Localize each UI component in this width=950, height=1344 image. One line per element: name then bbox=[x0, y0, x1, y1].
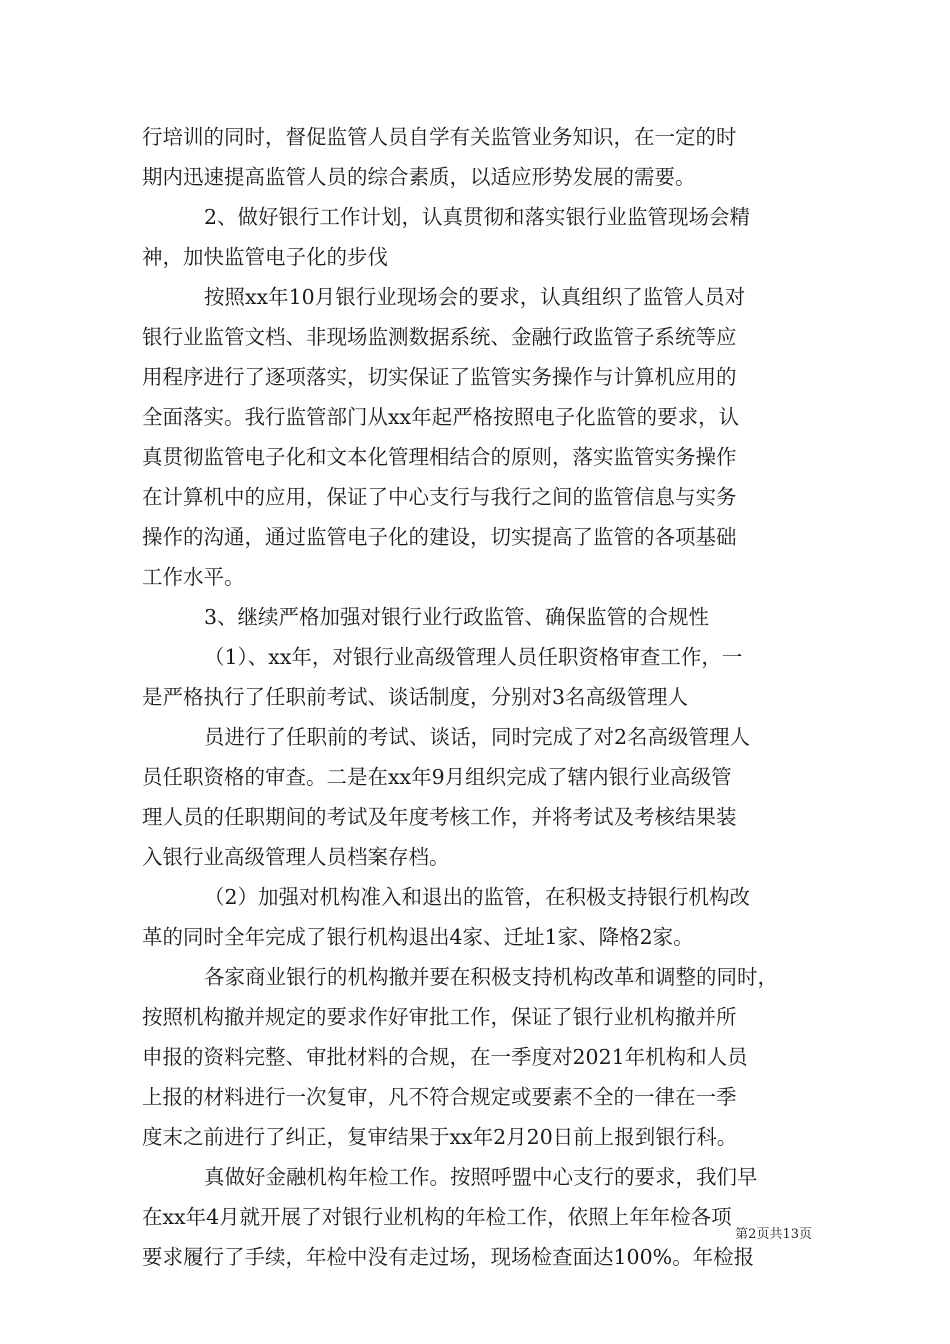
text-line: 神，加快监管电子化的步伐 bbox=[142, 245, 388, 269]
text-line: 上报的材料进行一次复审，凡不符合规定或要素不全的一律在一季 bbox=[142, 1085, 737, 1109]
text-line: 银行业监管文档、非现场监测数据系统、金融行政监管子系统等应 bbox=[142, 325, 737, 349]
text-line: 2、做好银行工作计划，认真贯彻和落实银行业监管现场会精 bbox=[204, 205, 751, 229]
text-line: 行培训的同时，督促监管人员自学有关监管业务知识，在一定的时 bbox=[142, 125, 737, 149]
text-line: 申报的资料完整、审批材料的合规，在一季度对2021年机构和人员 bbox=[142, 1045, 748, 1069]
page-number: 第2页共13页 bbox=[735, 1227, 812, 1242]
text-line: 在计算机中的应用，保证了中心支行与我行之间的监管信息与实务 bbox=[142, 485, 737, 509]
text-line: （2）加强对机构准入和退出的监管，在积极支持银行机构改 bbox=[204, 885, 751, 909]
text-line: 员任职资格的审查。二是在xx年9月组织完成了辖内银行业高级管 bbox=[142, 765, 732, 789]
text-line: 各家商业银行的机构撤并要在积极支持机构改革和调整的同时， bbox=[204, 965, 778, 989]
text-line: 按照机构撤并规定的要求作好审批工作，保证了银行业机构撤并所 bbox=[142, 1005, 737, 1029]
text-line: 度末之前进行了纠正，复审结果于xx年2月20日前上报到银行科。 bbox=[142, 1125, 738, 1149]
text-line: 革的同时全年完成了银行机构退出4家、迁址1家、降格2家。 bbox=[142, 925, 694, 949]
text-line: 是严格执行了任职前考试、谈话制度，分别对3名高级管理人 bbox=[142, 685, 689, 709]
text-line: 要求履行了手续，年检中没有走过场，现场检查面达100%。年检报 bbox=[142, 1245, 755, 1269]
text-line: 期内迅速提高监管人员的综合素质，以适应形势发展的需要。 bbox=[142, 165, 696, 189]
text-line: 工作水平。 bbox=[142, 565, 245, 589]
document-body bbox=[142, 117, 812, 1277]
text-line: 员进行了任职前的考试、谈话，同时完成了对2名高级管理人 bbox=[204, 725, 751, 749]
text-line: 在xx年4月就开展了对银行业机构的年检工作，依照上年年检各项 bbox=[142, 1205, 732, 1229]
text-line: 用程序进行了逐项落实，切实保证了监管实务操作与计算机应用的 bbox=[142, 365, 737, 389]
text-line: 真做好金融机构年检工作。按照呼盟中心支行的要求，我们早 bbox=[204, 1165, 758, 1189]
text-line: 按照xx年10月银行业现场会的要求，认真组织了监管人员对 bbox=[204, 285, 746, 309]
text-line: 全面落实。我行监管部门从xx年起严格按照电子化监管的要求，认 bbox=[142, 405, 740, 429]
text-line: 3、继续严格加强对银行业行政监管、确保监管的合规性 bbox=[204, 605, 710, 629]
text-line: 真贯彻监管电子化和文本化管理相结合的原则，落实监管实务操作 bbox=[142, 445, 737, 469]
text-line: 入银行业高级管理人员档案存档。 bbox=[142, 845, 450, 869]
text-line: 理人员的任职期间的考试及年度考核工作，并将考试及考核结果装 bbox=[142, 805, 737, 829]
text-line: 操作的沟通，通过监管电子化的建设，切实提高了监管的各项基础 bbox=[142, 525, 737, 549]
text-line: （1）、xx年，对银行业高级管理人员任职资格审查工作，一 bbox=[204, 645, 743, 669]
